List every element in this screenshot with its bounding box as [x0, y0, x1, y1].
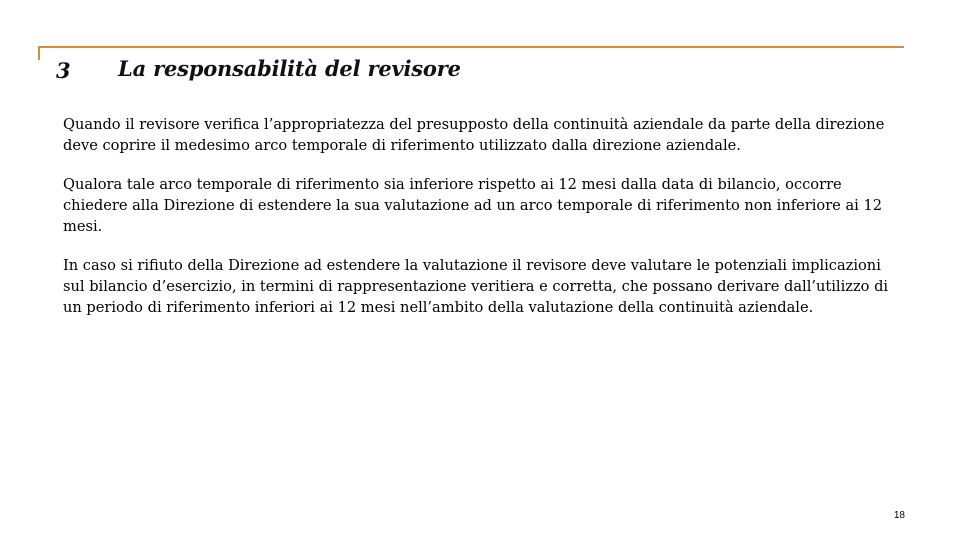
section-number: 3 — [56, 58, 71, 83]
slide-title: La responsabilità del revisore — [118, 56, 461, 81]
body-text — [63, 114, 893, 336]
paragraph-2: Qualora tale arco temporale di riferimento sia inferiore rispetto ai 12 mesi dalla data di bilancio, occorre chiedere alla Direzione di estendere la sua valutazione ad un arco temporale di riferimento non inferiore ai 12 mesi. — [63, 176, 883, 235]
paragraph-1: Quando il revisore verifica l’appropriatezza del presupposto della continuità aziendale da parte della direzione deve coprire il medesimo arco temporale di riferimento utilizzato dalla direzione aziendale. — [63, 116, 885, 154]
page-number: 18 — [893, 510, 905, 521]
header-rule-corner — [38, 46, 40, 60]
paragraph-3: In caso si rifiuto della Direzione ad estendere la valutazione il revisore deve valutare le potenziali implicazioni sul bilancio d’esercizio, in termini di rappresentazione veritiera e corretta, che possano derivare dall’utilizzo di un periodo di riferimento inferiori ai 12 mesi nell’ambito della valutazione della continuità aziendale. — [63, 257, 889, 316]
header-rule — [38, 46, 904, 48]
